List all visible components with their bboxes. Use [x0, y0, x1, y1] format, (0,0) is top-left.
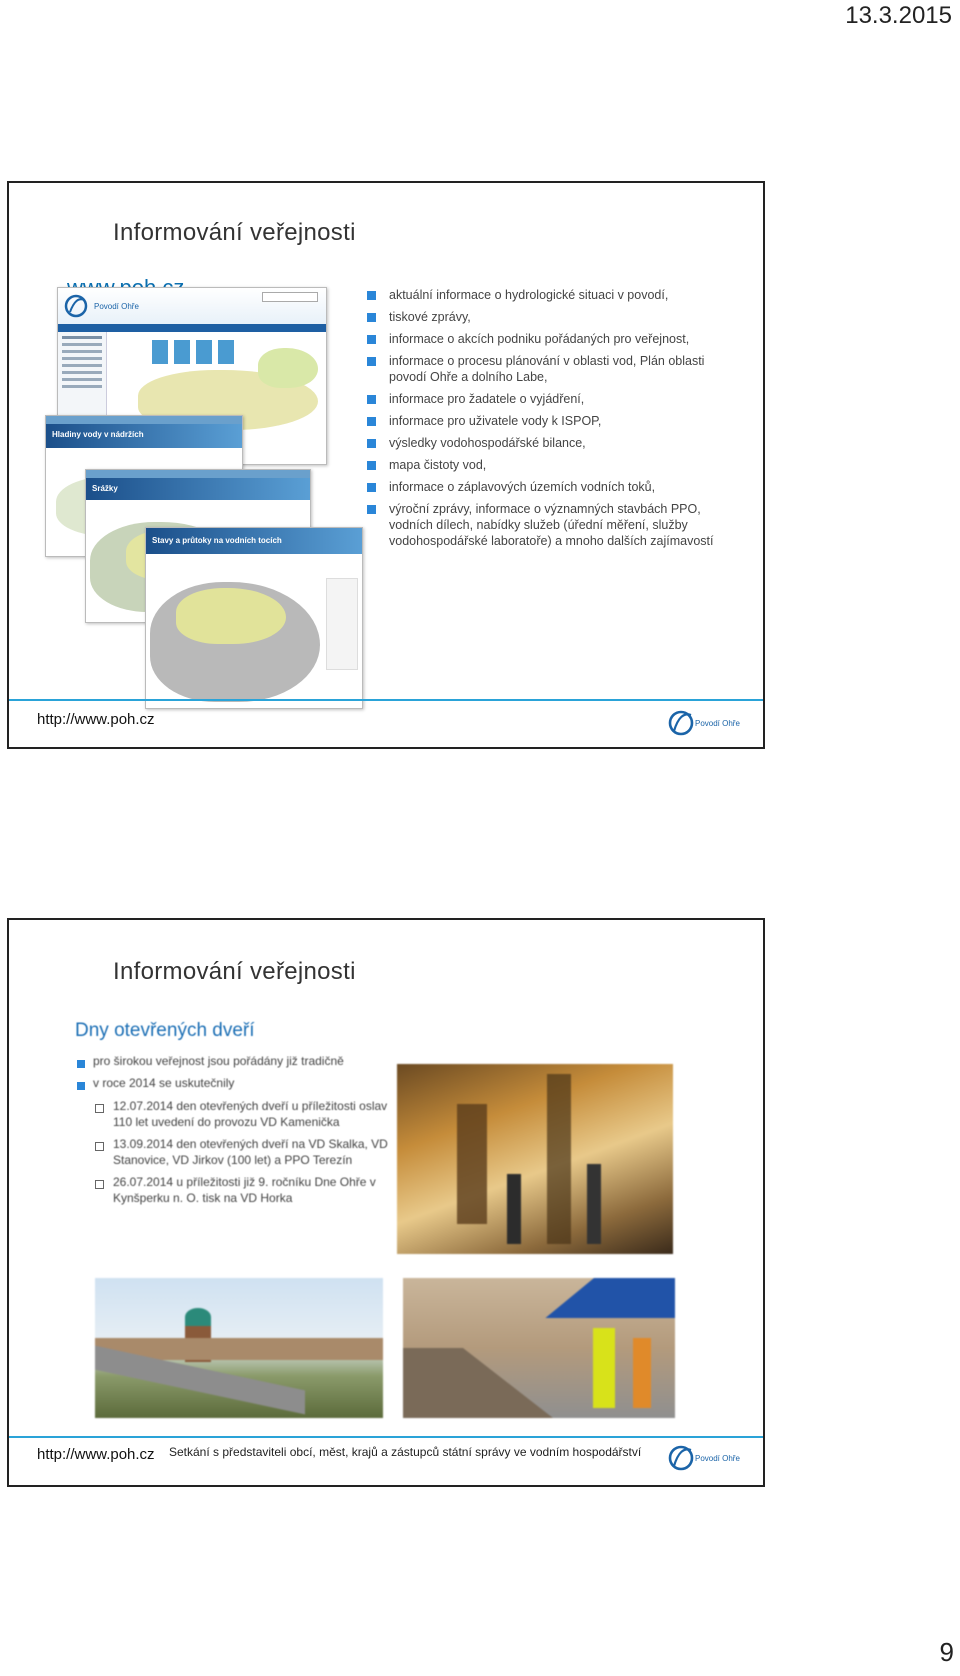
fortress-photo — [403, 1278, 675, 1418]
povodi-logo-icon — [667, 705, 697, 739]
list-item: informace o procesu plánování v oblasti vod, Plán oblasti povodí Ohře a dolního Labe, — [365, 353, 725, 385]
list-item: v roce 2014 se uskutečnily — [93, 1076, 235, 1090]
footer-divider — [9, 1436, 763, 1438]
footer-divider — [9, 699, 763, 701]
footer-link[interactable]: http://www.poh.cz — [37, 711, 155, 728]
footer-logo — [667, 705, 740, 739]
list-item: výroční zprávy, informace o významných stavbách PPO, vodních dílech, nabídky služeb (úřední měření, služby vodohospodářské laboratoře) a mnoho dalších zajímavostí — [365, 501, 725, 549]
slide-2 — [7, 918, 765, 1487]
list-item: 12.07.2014 den otevřených dveří u příležitosti oslav 110 let uvedení do provozu VD Kamenička — [113, 1099, 388, 1129]
footer-logo-text: Povodí Ohře — [695, 1454, 740, 1463]
precipitation-title: Srážky — [86, 478, 310, 500]
povodi-logo-icon — [64, 292, 90, 320]
slide-title: Informování veřejnosti — [113, 219, 356, 246]
footer-link[interactable]: http://www.poh.cz — [37, 1446, 155, 1463]
slide-1 — [7, 181, 765, 749]
website-search-box — [262, 292, 318, 302]
list-item: výsledky vodohospodářské bilance, — [365, 435, 725, 451]
footer-logo — [667, 1440, 740, 1474]
list-item: 13.09.2014 den otevřených dveří na VD Skalka, VD Stanovice, VD Jirkov (100 let) a PPO Terezín — [113, 1137, 388, 1167]
list-item: mapa čistoty vod, — [365, 457, 725, 473]
footer-logo-text: Povodí Ohře — [695, 719, 740, 728]
open-day-interior-photo — [397, 1064, 673, 1254]
river-flows-screenshot — [145, 527, 363, 709]
list-item: informace o akcích podniku pořádaných pro veřejnost, — [365, 331, 725, 347]
river-flows-title: Stavy a průtoky na vodních tocích — [146, 528, 362, 554]
list-item: tiskové zprávy, — [365, 309, 725, 325]
inner-slide-title: Dny otevřených dveří — [75, 1020, 255, 1041]
slide-title: Informování veřejnosti — [113, 958, 356, 985]
website-nav-bar — [58, 324, 326, 332]
list-item: informace o záplavových územích vodních toků, — [365, 479, 725, 495]
povodi-logo-icon — [667, 1440, 697, 1474]
list-item: informace pro uživatele vody k ISPOP, — [365, 413, 725, 429]
footer-text: Setkání s představiteli obcí, měst, krajů a zástupců státní správy ve vodním hospodářství — [169, 1445, 642, 1459]
list-item: 26.07.2014 u příležitosti již 9. ročníku Dne Ohře v Kynšperku n. O. tisk na VD Horka — [113, 1175, 376, 1205]
list-item: aktuální informace o hydrologické situaci v povodí, — [365, 287, 725, 303]
dam-photo — [95, 1278, 383, 1418]
page-number: 9 — [939, 1637, 954, 1667]
website-logo-text: Povodí Ohře — [94, 302, 139, 311]
header-date: 13.3.2015 — [845, 2, 952, 29]
reservoir-levels-title: Hladiny vody v nádržích — [46, 424, 242, 448]
list-item: informace pro žadatele o vyjádření, — [365, 391, 725, 407]
features-list — [365, 287, 725, 555]
list-item: pro širokou veřejnost jsou pořádány již tradičně — [93, 1054, 344, 1068]
